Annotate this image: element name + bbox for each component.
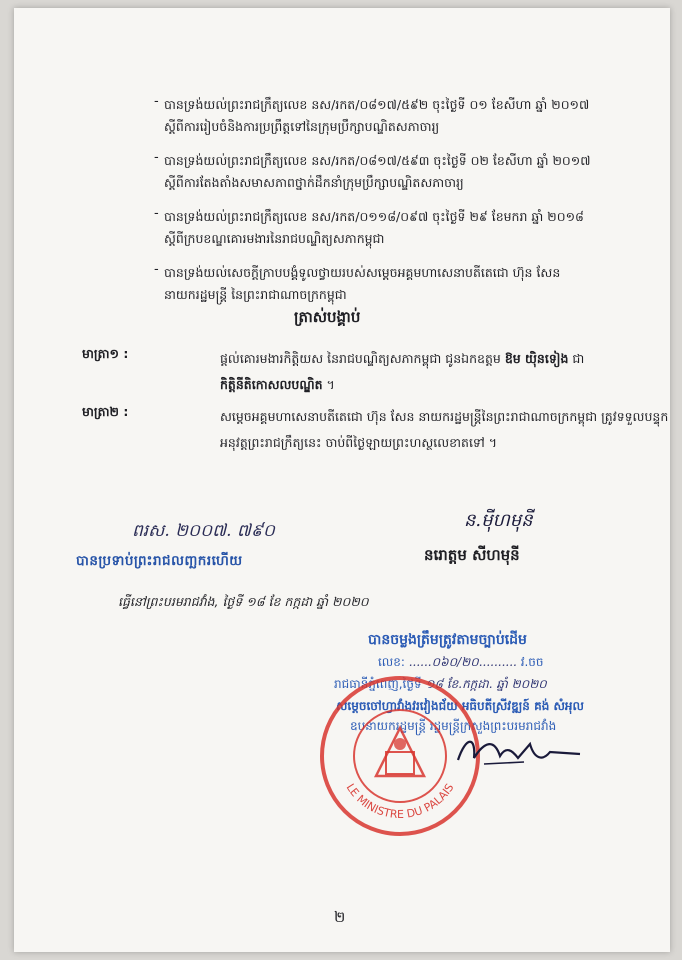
svg-text:LE MINISTRE DU PALAIS: LE MINISTRE DU PALAIS	[343, 781, 457, 822]
section-heading: ត្រាស់បង្គាប់	[294, 308, 361, 326]
signer-name: នរោត្តម សីហមុនី	[424, 546, 520, 564]
honoree-name: ឱម យ៉ិនទៀង	[504, 351, 569, 366]
article-text: ផ្ដល់គោរមងារកិត្តិយស នៃរាជបណ្ឌិត្យសភាកម្ពុជា ជូនឯកឧត្តម ឱម យ៉ិនទៀង ជា កិត្តិនីតិកោសលបណ្ឌិត ។	[220, 351, 585, 392]
preamble-line: នាយករដ្ឋមន្ត្រី នៃព្រះរាជាណាចក្រកម្ពុជា	[164, 287, 347, 302]
preamble-line: បានទ្រង់យល់ព្រះរាជក្រឹត្យលេខ នស/រកត/០៨១៧/៥៩២ ចុះថ្ងៃទី ០១ ខែសីហា ឆ្នាំ ២០១៧	[164, 97, 590, 112]
preamble-line: បានទ្រង់យល់ព្រះរាជក្រឹត្យលេខ នស/រកត/០៨១៧/៥៩៣ ចុះថ្ងៃទី ០២ ខែសីហា ឆ្នាំ ២០១៧	[164, 153, 591, 168]
preamble-item: - បានទ្រង់យល់សេចក្ដីក្រាបបង្គំទូលថ្វាយរបស់សម្ដេចអគ្គមហាសេនាបតីតេជោ ហ៊ុន សែន នាយករដ្ឋមន្ត្រី នៃព្រះរាជាណាចក្រកម្ពុជា	[164, 262, 644, 306]
issue-date: ធ្វើនៅព្រះបរមរាជវាំង, ថ្ងៃទី ១៨ ខែ កក្កដា ឆ្នាំ ២០២០	[118, 594, 369, 609]
preamble-line: ស្ដីពីការតែងតាំងសមាសភាពថ្នាក់ដឹកនាំក្រុមប្រឹក្សាបណ្ឌិតសភាចារ្យ	[164, 175, 464, 190]
royal-signature-icon: ន.ម៉ីហមុនី	[464, 510, 533, 531]
copy-stamp-official: សម្ដេចចៅហ្វាវាំងវរវៀងជ័យ អធិបតីស្រីវឌ្ឍន៍ គង់ សំអុល	[336, 699, 584, 713]
preamble-line: បានទ្រង់យល់ព្រះរាជក្រឹត្យលេខ នស/រកត/០១១៨/០៩៧ ចុះថ្ងៃទី ២៩ ខែមករា ឆ្នាំ ២០១៨	[164, 209, 584, 224]
copy-stamp-role: ឧបនាយករដ្ឋមន្ត្រី រដ្ឋមន្ត្រីក្រសួងព្រះបរមរាជវាំង	[350, 719, 557, 733]
preamble-item: - បានទ្រង់យល់ព្រះរាជក្រឹត្យលេខ នស/រកត/០១១៨/០៩៧ ចុះថ្ងៃទី ២៩ ខែមករា ឆ្នាំ ២០១៨ ស្ដីពីក្របខណ្ឌគោរមងារនៃរាជបណ្ឌិត្យសភាកម្ពុជា	[164, 206, 644, 250]
preamble-list	[154, 94, 644, 318]
preamble-line: ស្ដីពីការរៀបចំនិងការប្រព្រឹត្តទៅនៃក្រុមប្រឹក្សាបណ្ឌិតសភាចារ្យ	[164, 119, 440, 134]
article-text: សម្ដេចអគ្គមហាសេនាបតីតេជោ ហ៊ុន សែន នាយករដ្ឋមន្ត្រីនៃព្រះរាជាណាចក្រកម្ពុជា ត្រូវទទួលបន្ទុក អនុវត្តព្រះរាជក្រឹត្យនេះ ចាប់ពីថ្ងៃឡាយព្រះហស្ថលេខាតទៅ ។	[220, 409, 669, 450]
article-1	[82, 346, 662, 402]
preamble-line: បានទ្រង់យល់សេចក្ដីក្រាបបង្គំទូលថ្វាយរបស់សម្ដេចអគ្គមហាសេនាបតីតេជោ ហ៊ុន សែន	[164, 265, 561, 280]
article-label: មាត្រា១ :	[82, 346, 129, 361]
royal-seal-certified-stamp: បានប្រទាប់ព្រះរាជលញ្ឆករហើយ	[76, 553, 243, 569]
copy-stamp-date: រាជធានីភ្នំពេញ,ថ្ងៃទី ១៨ ខែ.កក្កដា. ឆ្នាំ ២០២០	[334, 677, 547, 691]
document-page	[14, 8, 670, 952]
honorary-title: កិត្តិនីតិកោសលបណ្ឌិត	[220, 377, 323, 392]
preamble-item: - បានទ្រង់យល់ព្រះរាជក្រឹត្យលេខ នស/រកត/០៨១៧/៥៩៣ ចុះថ្ងៃទី ០២ ខែសីហា ឆ្នាំ ២០១៧ ស្ដីពីការតែងតាំងសមាសភាពថ្នាក់ដឹកនាំក្រុមប្រឹក្សាបណ្ឌិតសភាចារ្យ	[164, 150, 644, 194]
preamble-line: ស្ដីពីក្របខណ្ឌគោរមងារនៃរាជបណ្ឌិត្យសភាកម្ពុជា	[164, 231, 385, 246]
article-2	[82, 404, 669, 460]
article-label: មាត្រា២ :	[82, 404, 129, 419]
minister-signature-icon	[454, 728, 584, 778]
copy-stamp-title: បានចម្លងត្រឹមត្រូវតាមច្បាប់ដើម	[368, 632, 527, 648]
page-number: ២	[334, 908, 346, 926]
preamble-item: - បានទ្រង់យល់ព្រះរាជក្រឹត្យលេខ នស/រកត/០៨១៧/៥៩២ ចុះថ្ងៃទី ០១ ខែសីហា ឆ្នាំ ២០១៧ ស្ដីពីការរៀបចំនិងការប្រព្រឹត្តទៅនៃក្រុមប្រឹក្សាបណ្ឌិតសភាចារ្យ	[164, 94, 644, 138]
registration-number: ពរស. ២០០៧. ៧៩០	[132, 521, 275, 541]
copy-stamp-number: លេខ: ......០៦០/២០.......... វ.ចច	[378, 655, 544, 669]
